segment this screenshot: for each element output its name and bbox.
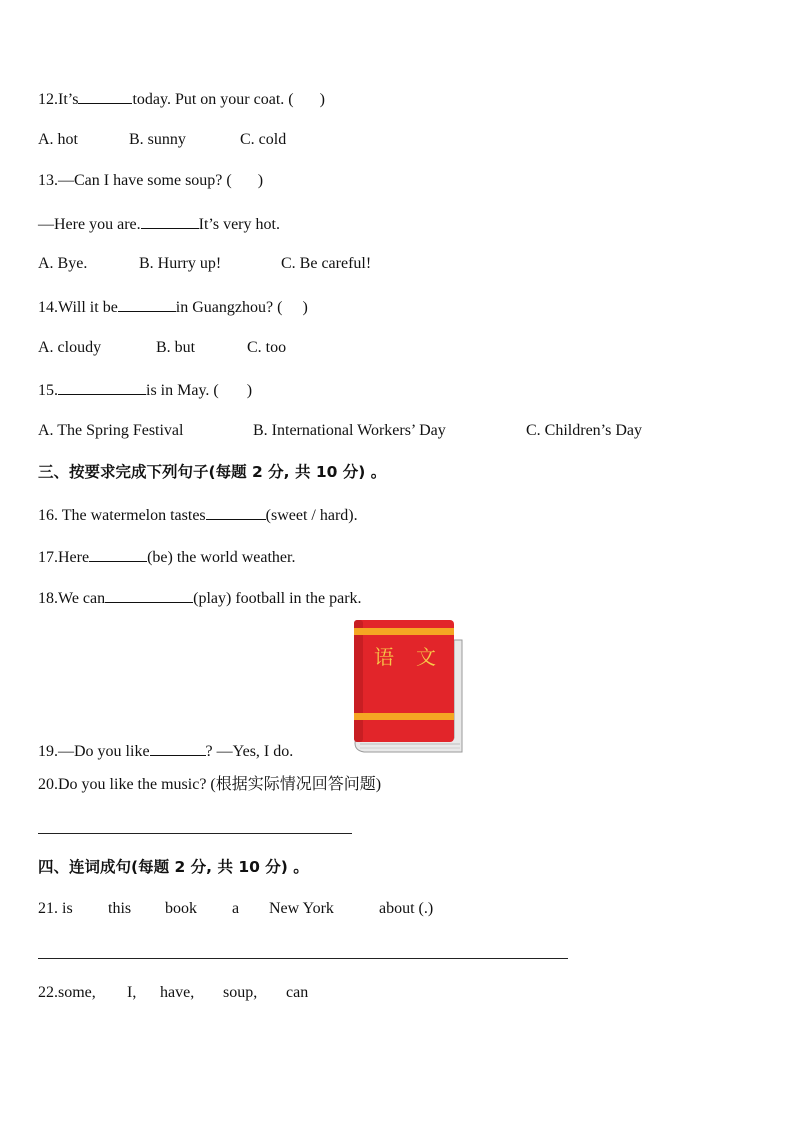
- answer-blank[interactable]: [118, 296, 176, 312]
- question-18: [38, 587, 362, 609]
- word-tile[interactable]: can: [286, 984, 309, 1001]
- option-a[interactable]: A. Bye.: [38, 255, 88, 272]
- word-tile[interactable]: 21. is: [38, 900, 73, 917]
- q16-text-start: 16. The watermelon tastes: [38, 507, 206, 524]
- answer-line-21[interactable]: [38, 958, 568, 959]
- option-a[interactable]: A. cloudy: [38, 339, 102, 356]
- q18-text-start: 18.We can: [38, 590, 106, 607]
- q16-text-end: (sweet / hard).: [265, 507, 358, 524]
- word-tile[interactable]: book: [165, 900, 197, 917]
- option-a[interactable]: A. The Spring Festival: [38, 422, 184, 439]
- q15-number: 15.: [38, 382, 58, 399]
- question-20: 20.Do you like the music? (根据实际情况回答问题): [38, 776, 382, 793]
- q14-text-end: in Guangzhou? (: [175, 299, 283, 316]
- paren-close: ): [319, 91, 325, 108]
- option-c[interactable]: C. cold: [240, 131, 287, 148]
- option-c[interactable]: C. Children’s Day: [526, 422, 642, 439]
- answer-blank[interactable]: [105, 587, 193, 603]
- answer-blank[interactable]: [58, 379, 146, 395]
- question-14: [38, 296, 308, 318]
- question-13: [38, 171, 263, 191]
- section-3-heading: 三、按要求完成下列句子(每题 2 分, 共 10 分) 。: [38, 463, 387, 481]
- answer-blank[interactable]: [78, 88, 132, 104]
- q12-text-end: today. Put on your coat. (: [132, 91, 294, 108]
- answer-line-20[interactable]: [38, 833, 352, 834]
- chinese-textbook-icon: [350, 618, 466, 756]
- q14-text-start: 14.Will it be: [38, 299, 118, 316]
- q15-text: is in May. (: [146, 382, 219, 399]
- paren-close: ): [257, 172, 264, 189]
- q13-dialog-start: —Here you are.: [38, 216, 141, 233]
- q13-text: 13.—Can I have some soup? (: [38, 172, 232, 189]
- q17-text-start: 17.Here: [38, 549, 90, 566]
- paren-close: ): [246, 382, 253, 399]
- q12-text-start: 12.It’s: [38, 91, 79, 108]
- word-tile[interactable]: I,: [127, 984, 137, 1001]
- question-17: [38, 546, 295, 568]
- option-b[interactable]: B. sunny: [129, 131, 186, 148]
- word-tile[interactable]: about (.): [379, 900, 434, 917]
- section-4-heading: 四、连词成句(每题 2 分, 共 10 分) 。: [38, 858, 309, 876]
- q13-dialog-end: It’s very hot.: [198, 216, 280, 233]
- answer-blank[interactable]: [206, 504, 266, 520]
- answer-blank[interactable]: [141, 213, 199, 229]
- word-tile[interactable]: New York: [269, 900, 334, 917]
- word-tile[interactable]: have,: [160, 984, 195, 1001]
- option-a[interactable]: A. hot: [38, 131, 78, 148]
- option-c[interactable]: C. Be careful!: [281, 255, 372, 272]
- paren-close: ): [302, 299, 308, 316]
- question-12: [38, 88, 325, 110]
- book-label-yu: 语: [374, 645, 394, 669]
- answer-blank[interactable]: [89, 546, 147, 562]
- q19-text-start: 19.—Do you like: [38, 743, 150, 760]
- word-tile[interactable]: 22.some,: [38, 984, 96, 1001]
- question-16: [38, 504, 358, 526]
- book-label-wen: 文: [416, 645, 436, 669]
- q19-text-end: ? —Yes, I do.: [205, 743, 294, 760]
- word-tile[interactable]: soup,: [223, 984, 258, 1001]
- question-15: [38, 379, 252, 401]
- question-13-line2: [38, 213, 280, 235]
- option-b[interactable]: B. Hurry up!: [139, 255, 222, 272]
- q17-text-end: (be) the world weather.: [147, 549, 296, 566]
- word-tile[interactable]: a: [232, 900, 240, 917]
- word-tile[interactable]: this: [108, 900, 132, 917]
- option-b[interactable]: B. but: [156, 339, 196, 356]
- answer-blank[interactable]: [150, 740, 206, 756]
- q18-text-end: (play) football in the park.: [193, 590, 362, 607]
- question-19: [38, 740, 293, 762]
- option-c[interactable]: C. too: [247, 339, 287, 356]
- option-b[interactable]: B. International Workers’ Day: [253, 422, 446, 439]
